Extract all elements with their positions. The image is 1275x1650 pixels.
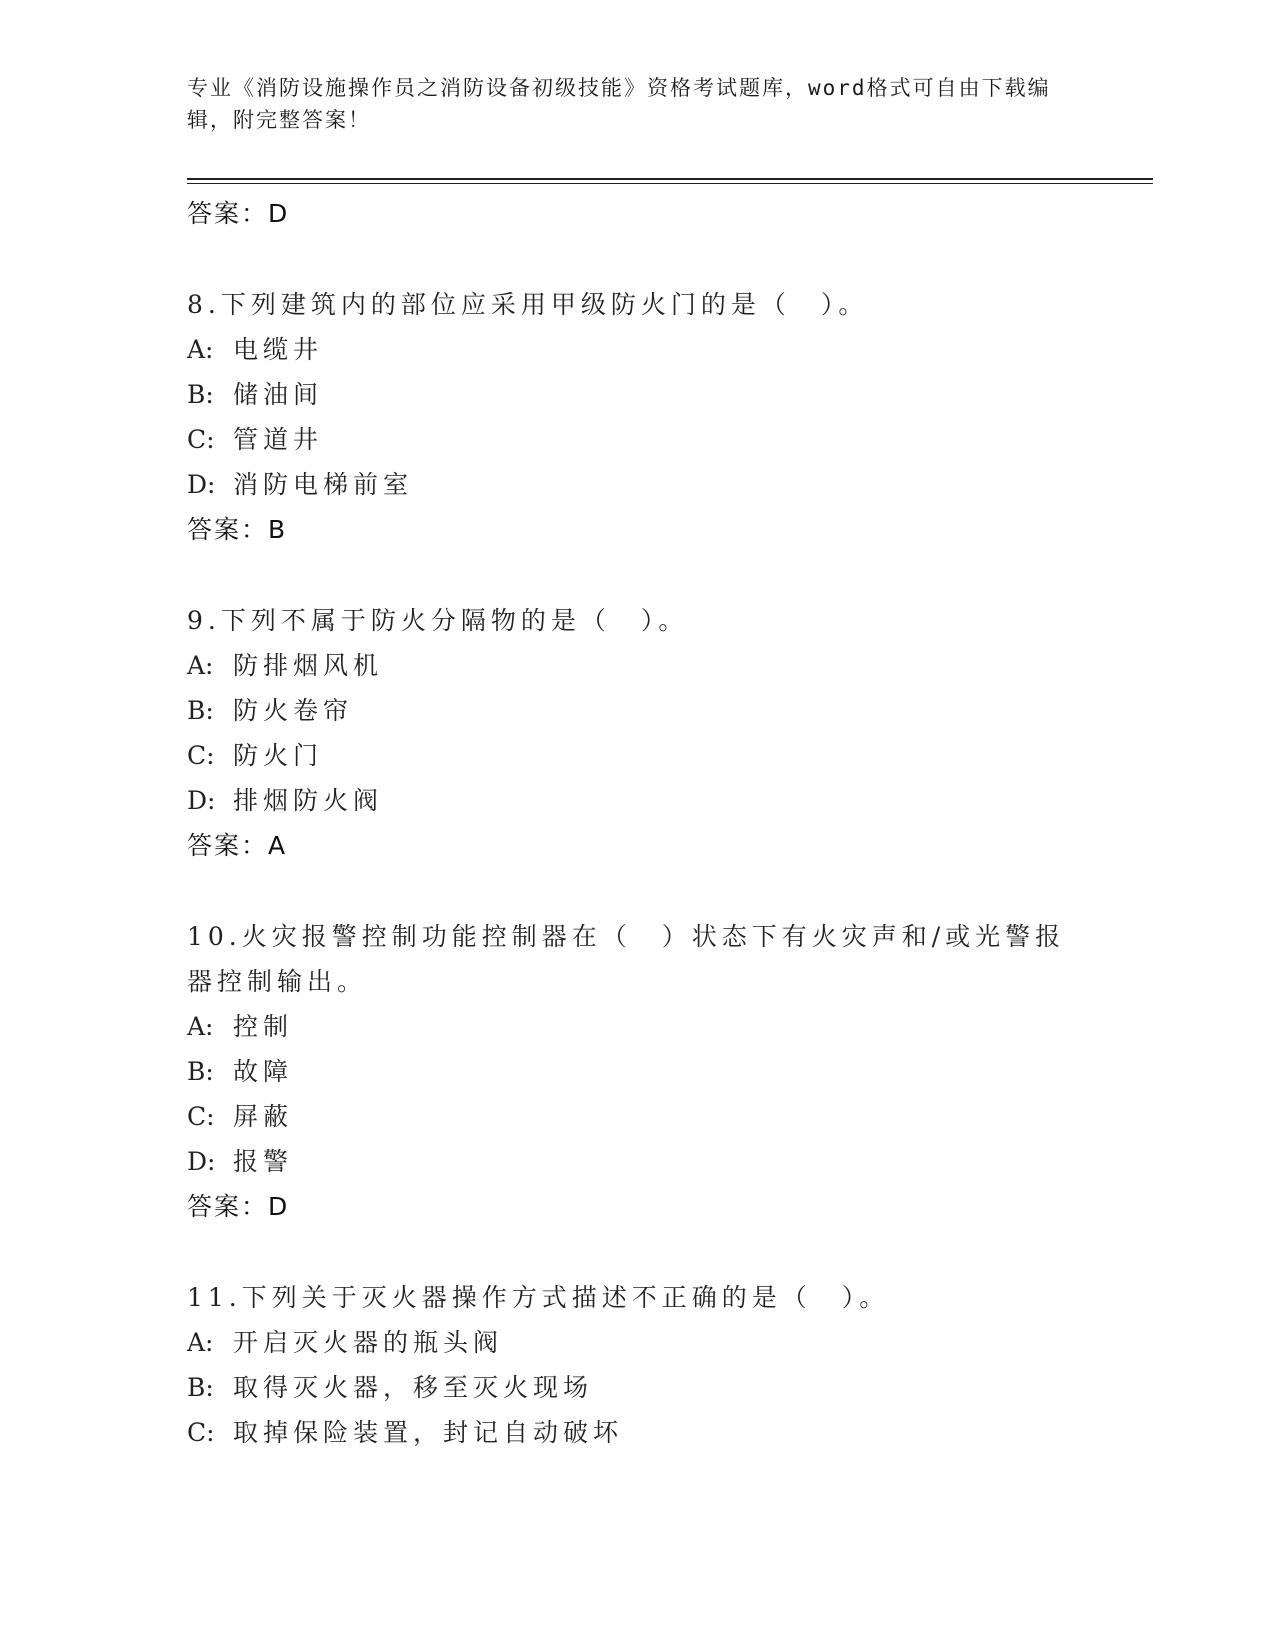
option-letter: C: <box>187 1102 215 1131</box>
option-row <box>187 688 1087 733</box>
question-block <box>187 1275 1087 1455</box>
option-text: 储油间 <box>233 380 324 409</box>
question-block <box>187 598 1087 868</box>
option-letter: B: <box>187 1373 214 1402</box>
option-row <box>187 1365 1087 1410</box>
option-row <box>187 778 1087 823</box>
option-text: 取掉保险装置，封记自动破坏 <box>233 1418 624 1447</box>
option-text: 屏蔽 <box>233 1102 294 1131</box>
option-letter: C: <box>187 741 215 770</box>
option-row <box>187 372 1087 417</box>
option-row <box>187 1410 1087 1455</box>
option-row <box>187 1094 1087 1139</box>
option-row <box>187 1139 1087 1184</box>
question-block <box>187 914 1087 1229</box>
previous-answer: 答案：D <box>187 199 290 228</box>
question-text: 10.火灾报警控制功能控制器在（ ）状态下有火灾声和/或光警报器控制输出。 <box>187 922 1066 996</box>
option-letter: D: <box>187 1147 216 1176</box>
answer-line: 答案：D <box>187 1192 290 1221</box>
option-text: 故障 <box>233 1057 294 1086</box>
option-row <box>187 1320 1087 1365</box>
option-letter: C: <box>187 425 215 454</box>
option-row <box>187 733 1087 778</box>
question-block <box>187 282 1087 552</box>
question-text: 9.下列不属于防火分隔物的是（ ）。 <box>187 606 689 635</box>
option-text: 电缆井 <box>233 335 324 364</box>
question-text: 8.下列建筑内的部位应采用甲级防火门的是（ ）。 <box>187 290 869 319</box>
option-letter: B: <box>187 1057 214 1086</box>
option-row <box>187 1004 1087 1049</box>
option-letter: C: <box>187 1418 215 1447</box>
option-row <box>187 327 1087 372</box>
question-text: 11.下列关于灭火器操作方式描述不正确的是（ ）。 <box>187 1283 890 1312</box>
option-letter: B: <box>187 380 214 409</box>
option-letter: D: <box>187 786 216 815</box>
option-text: 开启灭火器的瓶头阀 <box>233 1328 504 1357</box>
option-text: 管道井 <box>233 425 324 454</box>
option-text: 取得灭火器，移至灭火现场 <box>233 1373 594 1402</box>
answer-line: 答案：B <box>187 515 288 544</box>
option-text: 控制 <box>233 1012 294 1041</box>
option-text: 报警 <box>233 1147 294 1176</box>
option-letter: A: <box>187 1328 214 1357</box>
option-text: 消防电梯前室 <box>233 470 414 499</box>
question-list <box>187 191 1087 1455</box>
option-text: 排烟防火阀 <box>233 786 384 815</box>
option-row <box>187 462 1087 507</box>
option-text: 防排烟风机 <box>233 651 384 680</box>
option-text: 防火卷帘 <box>233 696 354 725</box>
option-letter: A: <box>187 335 214 364</box>
answer-line: 答案：A <box>187 831 288 860</box>
option-text: 防火门 <box>233 741 324 770</box>
option-letter: A: <box>187 651 214 680</box>
option-row <box>187 643 1087 688</box>
option-row <box>187 1049 1087 1094</box>
header-divider-thick <box>187 178 1153 180</box>
option-letter: D: <box>187 470 216 499</box>
option-row <box>187 417 1087 462</box>
option-letter: B: <box>187 696 214 725</box>
option-letter: A: <box>187 1012 214 1041</box>
header-divider-thin <box>187 183 1153 184</box>
document-header: 专业《消防设施操作员之消防设备初级技能》资格考试题库，word格式可自由下载编辑，附完整答案！ <box>187 76 1051 132</box>
